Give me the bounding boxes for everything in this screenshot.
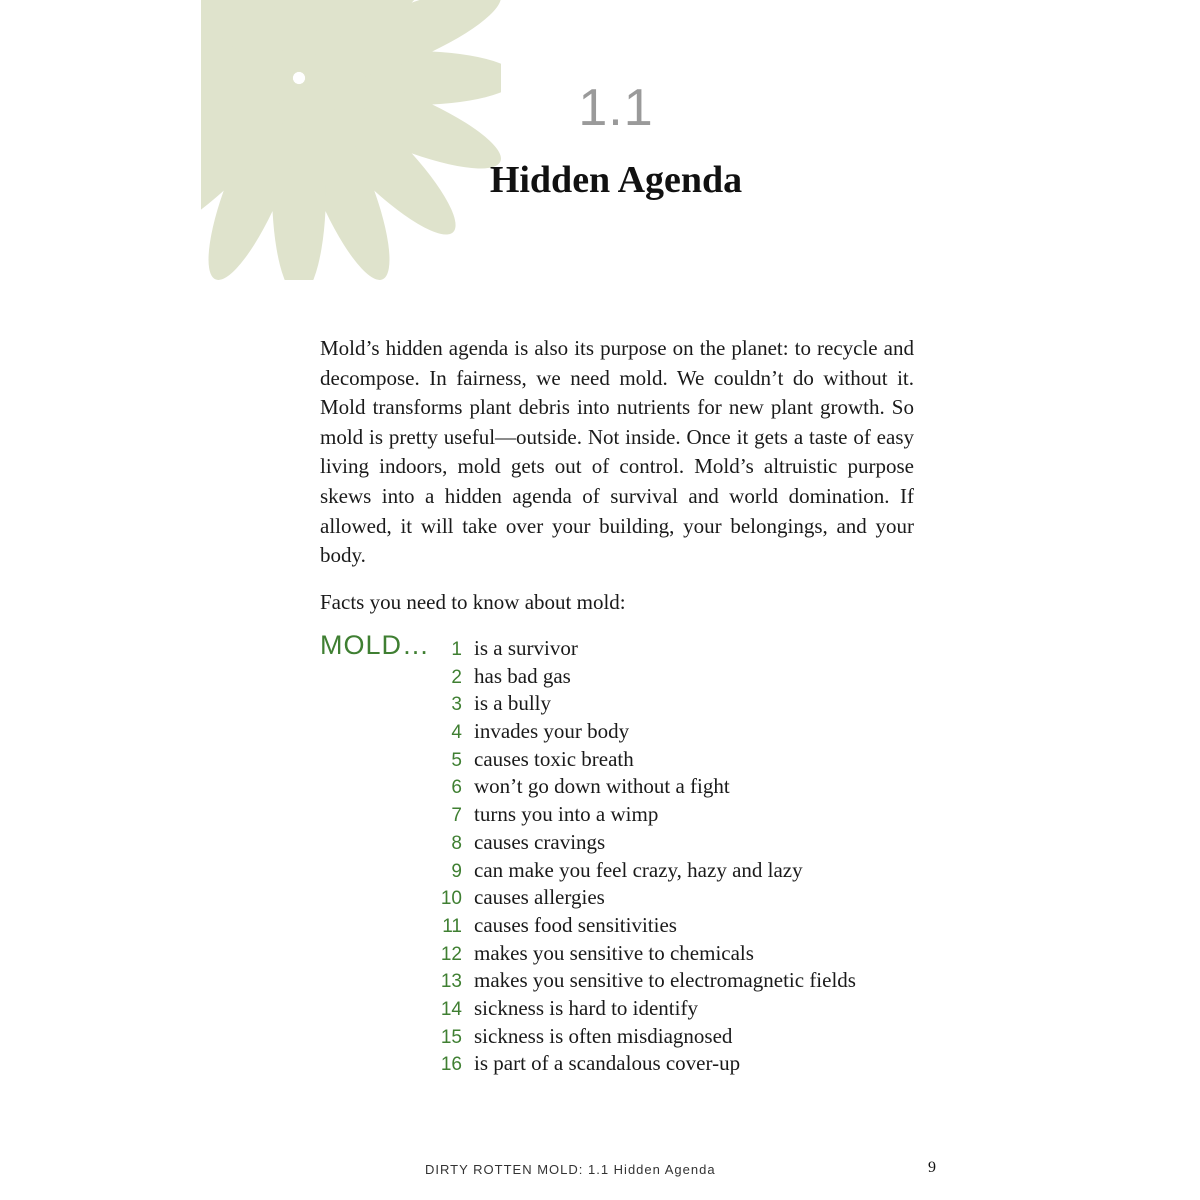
list-text: invades your body: [474, 719, 630, 744]
list-item: [428, 1024, 856, 1052]
list-number: 12: [440, 943, 462, 965]
running-footer: DIRTY ROTTEN MOLD: 1.1 Hidden Agenda: [425, 1162, 716, 1177]
list-item: [428, 996, 856, 1024]
list-number: 7: [451, 805, 462, 827]
list-text: won’t go down without a fight: [474, 774, 730, 799]
mold-label: MOLD…: [320, 630, 431, 660]
list-number: 5: [451, 749, 462, 771]
list-number: 8: [451, 832, 462, 854]
list-item: [428, 858, 856, 886]
facts-intro: Facts you need to know about mold:: [320, 590, 626, 614]
list-number: 14: [440, 998, 462, 1020]
page-title: Hidden Agenda: [489, 159, 743, 201]
list-item: [428, 1051, 856, 1079]
list-text: is a survivor: [474, 636, 578, 660]
list-text: has bad gas: [474, 663, 571, 688]
list-item: [428, 802, 856, 830]
list-item: [428, 774, 856, 802]
list-text: can make you feel crazy, hazy and lazy: [474, 857, 803, 882]
list-item: [428, 691, 856, 719]
list-text: sickness is hard to identify: [474, 995, 698, 1020]
flower-decoration-icon: [201, 0, 501, 280]
list-text: makes you sensitive to electromagnetic fields: [474, 968, 856, 993]
list-number: 3: [451, 694, 462, 716]
list-text: sickness is often misdiagnosed: [474, 1023, 733, 1048]
list-item: [428, 636, 856, 664]
page-number: 9: [928, 1159, 936, 1176]
list-item: [428, 719, 856, 747]
list-text: causes toxic breath: [474, 746, 634, 771]
list-item: [428, 941, 856, 969]
list-item: [428, 968, 856, 996]
list-text: causes cravings: [474, 829, 606, 854]
list-number: 1: [451, 639, 462, 660]
list-item: [428, 664, 856, 692]
list-number: 13: [440, 971, 462, 993]
list-item: [428, 830, 856, 858]
list-text: makes you sensitive to chemicals: [474, 940, 754, 965]
list-text: is a bully: [474, 691, 551, 716]
list-number: 11: [442, 915, 462, 937]
list-number: 4: [451, 722, 462, 744]
list-text: is part of a scandalous cover-up: [474, 1051, 741, 1076]
list-item: [428, 885, 856, 913]
section-number: 1.1: [578, 79, 654, 137]
list-text: causes allergies: [474, 885, 605, 910]
facts-list: [428, 636, 856, 1079]
list-number: 10: [440, 888, 462, 910]
body-paragraph: Mold’s hidden agenda is also its purpose on the planet: to recycle and decompose. In fairness, we need mold. We couldn’t do without it. Mold transforms plant debris into nutrients for new plant growth. So mold is pretty useful—outside. Not inside. Once it gets a taste of easy living indoors, mold gets out of control. Mold’s altruistic purpose skews into a hidden agenda of survival and world domination. If allowed, it will take over your building, your belongings, and your body.: [320, 336, 914, 568]
list-item: [428, 747, 856, 775]
list-text: causes food sensitivities: [474, 912, 677, 937]
list-number: 9: [451, 860, 462, 882]
list-text: turns you into a wimp: [474, 802, 659, 827]
list-number: 2: [451, 666, 462, 688]
list-number: 16: [440, 1054, 462, 1076]
list-item: [428, 913, 856, 941]
list-number: 15: [440, 1026, 462, 1048]
list-number: 6: [451, 777, 462, 799]
